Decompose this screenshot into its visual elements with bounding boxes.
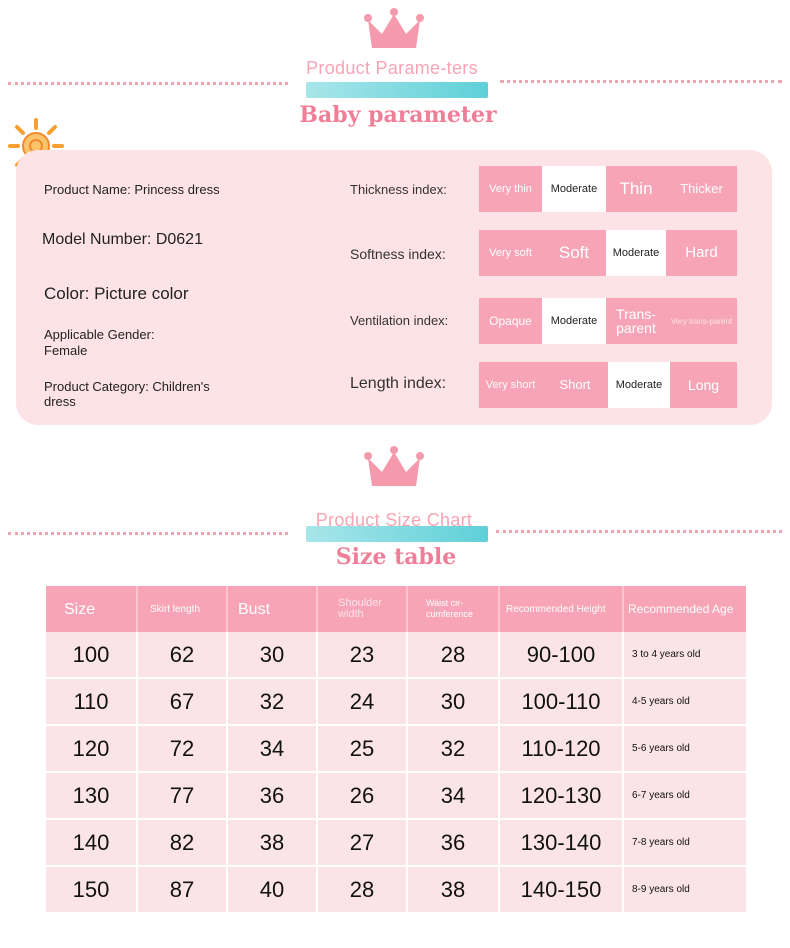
cell-bust: 38	[228, 820, 318, 865]
cell-bust: 40	[228, 867, 318, 912]
cell-height: 90-100	[500, 632, 624, 677]
cell-shoulder-width: 23	[318, 632, 408, 677]
cell-size: 130	[46, 773, 138, 818]
col-header-shoulder-width: Shoulder width	[318, 586, 408, 632]
softness-option: Soft	[542, 230, 606, 276]
cell-skirt-length: 87	[138, 867, 228, 912]
cell-shoulder-width: 24	[318, 679, 408, 724]
cell-shoulder-width: 28	[318, 867, 408, 912]
cell-skirt-length: 67	[138, 679, 228, 724]
model-number: Model Number: D0621	[42, 231, 203, 248]
thickness-option: Very thin	[479, 166, 542, 212]
applicable-gender: Applicable Gender: Female	[44, 327, 155, 358]
col-header-size: Size	[46, 586, 138, 632]
table-row	[46, 867, 746, 914]
col-header-skirt-length: Skirt length	[138, 586, 228, 632]
cell-waist: 32	[408, 726, 500, 771]
cell-shoulder-width: 26	[318, 773, 408, 818]
product-name: Product Name: Princess dress	[44, 182, 220, 197]
cell-bust: 34	[228, 726, 318, 771]
cell-waist: 38	[408, 867, 500, 912]
cell-bust: 36	[228, 773, 318, 818]
cell-height: 140-150	[500, 867, 624, 912]
ventilation-option: Very trans-parent	[666, 298, 737, 344]
thickness-option: Thin	[606, 166, 666, 212]
softness-option: Very soft	[479, 230, 542, 276]
cell-size: 140	[46, 820, 138, 865]
cell-height: 100-110	[500, 679, 624, 724]
cell-waist: 28	[408, 632, 500, 677]
col-header-height: Recommended Height	[500, 586, 624, 632]
cell-height: 110-120	[500, 726, 624, 771]
length-index-label: Length index:	[350, 375, 447, 392]
cell-skirt-length: 77	[138, 773, 228, 818]
cell-shoulder-width: 27	[318, 820, 408, 865]
cell-size: 100	[46, 632, 138, 677]
col-header-waist: Waist cir-cumference	[408, 586, 500, 632]
cell-bust: 30	[228, 632, 318, 677]
params-title: Product Parame-ters	[306, 58, 478, 78]
table-row	[46, 820, 746, 867]
color: Color: Picture color	[44, 284, 189, 303]
cell-size: 120	[46, 726, 138, 771]
cell-size: 110	[46, 679, 138, 724]
cell-age: 8-9 years old	[632, 883, 690, 895]
ventilation-index-label: Ventilation index:	[350, 313, 449, 328]
table-row	[46, 726, 746, 773]
softness-option-selected: Moderate	[606, 230, 666, 276]
length-option: Short	[542, 362, 608, 408]
cell-age: 4-5 years old	[632, 695, 690, 707]
cell-height: 120-130	[500, 773, 624, 818]
col-header-age: Recommended Age	[624, 586, 746, 632]
ventilation-option: Trans-parent	[606, 298, 666, 344]
cell-height: 130-140	[500, 820, 624, 865]
cell-waist: 34	[408, 773, 500, 818]
col-header-bust: Bust	[228, 586, 318, 632]
cell-skirt-length: 72	[138, 726, 228, 771]
thickness-index-label: Thickness index:	[350, 182, 447, 197]
table-row	[46, 773, 746, 820]
cell-age: 7-8 years old	[632, 836, 690, 848]
cell-waist: 30	[408, 679, 500, 724]
table-row	[46, 679, 746, 726]
length-option: Long	[670, 362, 737, 408]
product-category: Product Category: Children's dress	[44, 379, 210, 409]
dotted-divider-left	[8, 82, 288, 85]
ventilation-option-selected: Moderate	[542, 298, 606, 344]
cell-shoulder-width: 25	[318, 726, 408, 771]
dotted-divider-right	[500, 80, 782, 83]
cell-waist: 36	[408, 820, 500, 865]
thickness-option-selected: Moderate	[542, 166, 606, 212]
title-banner	[306, 82, 488, 98]
cell-age: 5-6 years old	[632, 742, 690, 754]
cell-bust: 32	[228, 679, 318, 724]
length-option: Very short	[479, 362, 542, 408]
cell-skirt-length: 82	[138, 820, 228, 865]
dotted-divider-left	[8, 532, 288, 535]
ventilation-option: Opaque	[479, 298, 542, 344]
crown-icon	[362, 6, 426, 52]
size-chart-title: Product Size Chart	[315, 510, 473, 530]
cell-age: 3 to 4 years old	[632, 648, 701, 660]
dotted-divider-right	[496, 530, 782, 533]
size-chart-subtitle: Size table	[335, 544, 457, 570]
thickness-option: Thicker	[666, 166, 737, 212]
params-subtitle: Baby parameter	[299, 102, 497, 128]
softness-index-label: Softness index:	[350, 246, 446, 262]
cell-skirt-length: 62	[138, 632, 228, 677]
table-row	[46, 632, 746, 679]
crown-icon	[362, 444, 426, 490]
cell-age: 6-7 years old	[632, 789, 690, 801]
cell-size: 150	[46, 867, 138, 912]
length-option-selected: Moderate	[608, 362, 670, 408]
softness-option: Hard	[666, 230, 737, 276]
